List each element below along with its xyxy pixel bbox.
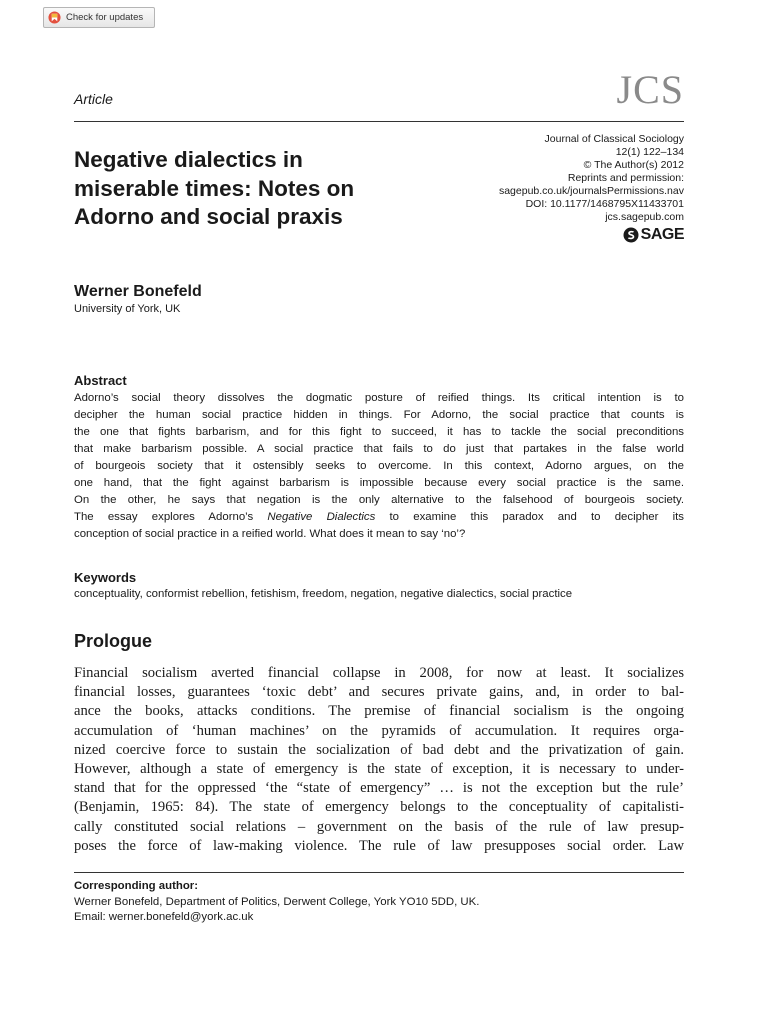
title-line: Negative dialectics in: [74, 147, 303, 172]
book-title-italic: Negative Dialectics: [267, 511, 376, 523]
abstract-text: [74, 390, 684, 543]
abstract-line: the one that fights barbarism, and for this fight to succeed, it has to tackle the social preconditions: [74, 426, 684, 438]
author-name: Werner Bonefeld: [74, 283, 202, 300]
abstract-line: that make barbarism possible. A social practice that fails to do just that partakes in the false world: [74, 443, 684, 455]
footnote-rule: [74, 872, 684, 873]
abstract-text-span: to examine this paradox and to decipher its: [375, 511, 685, 523]
corresponding-author-heading: Corresponding author:: [74, 880, 199, 892]
body-line: However, although a state of emergency is the state of exception, it is necessary to under-: [74, 761, 684, 778]
check-for-updates-badge[interactable]: [43, 7, 155, 28]
abstract-line: [74, 509, 684, 526]
author-affiliation: University of York, UK: [74, 303, 181, 315]
sage-logo-icon: [623, 227, 639, 243]
abstract-line: conception of social practice in a reified world. What does it mean to say ‘no’?: [74, 528, 466, 540]
header-rule: [74, 121, 684, 122]
journal-info: [499, 133, 684, 224]
abstract-line: Adorno’s social theory dissolves the dogmatic posture of reified things. Its critical intention is to: [74, 392, 684, 404]
body-line: Financial socialism averted financial collapse in 2008, for now at least. It socializes: [74, 665, 684, 681]
prologue-body: [74, 664, 684, 856]
article-title: [74, 146, 474, 232]
journal-volume: 12(1) 122–134: [615, 146, 684, 158]
body-line: stand that for the oppressed ‘the “state of emergency” … is not the exception but the rule’: [74, 780, 684, 797]
abstract-line: of bourgeois society that it ostensibly seeks to overcome. In this context, Adorno argues, on the: [74, 460, 684, 472]
body-line: nized coercive force to sustain the socialization of bad debt and the privatization of gain.: [74, 741, 684, 758]
permissions-link[interactable]: sagepub.co.uk/journalsPermissions.nav: [498, 185, 684, 197]
body-line: (Benjamin, 1965: 84). The state of emergency belongs to the conceptuality of capitalisti-: [74, 799, 684, 816]
body-line: accumulation of ‘human machines’ on the pyramids of accumulation. It requires orga-: [74, 722, 684, 739]
title-line: miserable times: Notes on: [74, 175, 355, 201]
crossmark-icon: [48, 11, 61, 24]
badge-label: Check for updates: [66, 12, 144, 23]
reprints-label: Reprints and permission:: [567, 172, 684, 184]
publisher-logo: [623, 226, 684, 244]
abstract-heading: Abstract: [74, 373, 127, 388]
publisher-name: SAGE: [640, 226, 684, 243]
copyright: © The Author(s) 2012: [583, 159, 684, 171]
body-line: ance the books, attacks conditions. The premise of financial socialism is the ongoing: [74, 703, 684, 720]
keywords-list: conceptuality, conformist rebellion, fetishism, freedom, negation, negative dialectics, social practice: [74, 588, 573, 600]
prologue-heading: Prologue: [74, 631, 153, 651]
abstract-line: decipher the human social practice hidden in things. For Adorno, the social practice that counts is: [74, 409, 684, 421]
abstract-line: On the other, he says that negation is the only alternative to the falsehood of bourgeois society.: [74, 494, 684, 506]
doi[interactable]: DOI: 10.1177/1468795X11433701: [525, 198, 684, 210]
journal-logo: JCS: [616, 67, 684, 112]
journal-url[interactable]: jcs.sagepub.com: [605, 211, 684, 223]
body-line: cally constituted social relations – government on the basis of the rule of law presup-: [74, 818, 684, 835]
corresponding-email[interactable]: Email: werner.bonefeld@york.ac.uk: [74, 911, 254, 923]
article-type-label: Article: [74, 91, 113, 107]
body-line: poses the force of law-making violence. The rule of law presupposes social order. Law: [74, 837, 684, 854]
abstract-text-span: The essay explores Adorno’s: [74, 511, 268, 523]
corresponding-address: Werner Bonefeld, Department of Politics, Derwent College, York YO10 5DD, UK.: [74, 896, 480, 908]
keywords-heading: Keywords: [74, 570, 137, 585]
journal-name: Journal of Classical Sociology: [544, 133, 684, 145]
body-line: financial losses, guarantees ‘toxic debt’ and secures private gains, and, in order to bal-: [74, 684, 684, 701]
abstract-line: one hand, that the fight against barbarism is impossible because every social practice is the same.: [74, 477, 684, 489]
title-line: Adorno and social praxis: [74, 204, 343, 229]
